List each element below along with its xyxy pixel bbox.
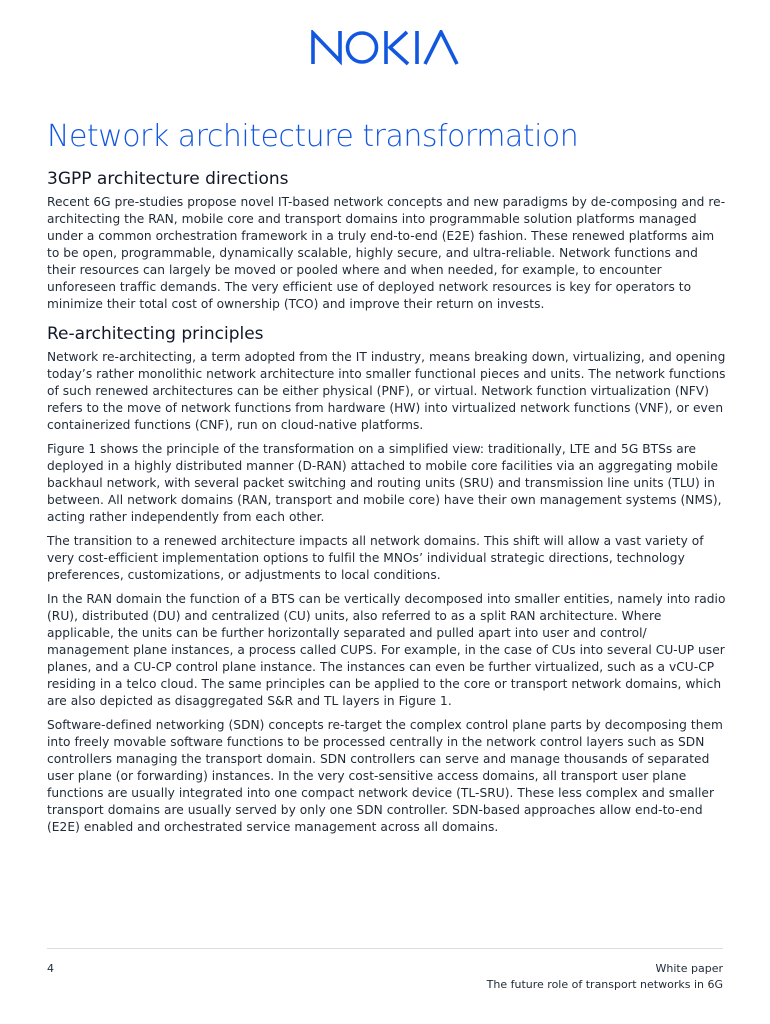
paragraph: Recent 6G pre-studies propose novel IT-based network concepts and new paradigms by de-composing and re-architecting the RAN, mobile core and transport domains into programmable solution platforms managed under a common orchestration framework in a truly end-to-end (E2E) fashion. These renewed platforms aim to be open, programmable, dynamically scalable, highly secure, and ultra-reliable. Network functions and their resources can largely be moved or pooled where and when needed, for example, to encounter unforeseen traffic demands. The very efficient use of deployed network resources is key for operators to minimize their total cost of ownership (TCO) and improve their return on invests.: [47, 195, 726, 311]
page-title: Network architecture transformation: [47, 119, 579, 154]
nokia-logo: [0, 30, 770, 70]
page-number: 4: [47, 962, 54, 975]
footer-doc-type: White paper: [655, 962, 723, 975]
footer-doc-title: The future role of transport networks in 6G: [486, 978, 723, 991]
paragraph: Network re-architecting, a term adopted from the IT industry, means breaking down, virtualizing, and opening today’s rather monolithic network architecture into smaller functional pieces and units. The network functions of such renewed architectures can be either physical (PNF), or virtual. Network function virtualization (NFV) refers to the move of network functions from hardware (HW) into virtualized network functions (VNF), or even containerized functions (CNF), run on cloud-native platforms.: [47, 350, 726, 432]
paragraph: The transition to a renewed architecture impacts all network domains. This shift will allow a vast variety of very cost-efficient implementation options to fulfil the MNOs’ individual strategic directions, technology preferences, customizations, or adjustments to local conditions.: [47, 534, 704, 582]
paragraph: Software-defined networking (SDN) concepts re-target the complex control plane parts by decomposing them into freely movable software functions to be processed centrally in the network control layers such as SDN controllers managing the transport domain. SDN controllers can serve and manage thousands of separated user plane (or forwarding) instances. In the very cost-sensitive access domains, all transport user plane functions are usually integrated into one compact network device (TL-SRU). These less complex and smaller transport domains are usually served by only one SDN controller. SDN-based approaches allow end-to-end (E2E) enabled and orchestrated service management across all domains.: [47, 718, 723, 834]
footer-divider: [47, 948, 723, 949]
paragraph: In the RAN domain the function of a BTS can be vertically decomposed into smaller entities, namely into radio (RU), distributed (DU) and centralized (CU) units, also referred to as a split RAN architecture. Where applicable, the units can be further horizontally separated and pulled apart into user and control/ management plane instances, a process called CUPS. For example, in the case of CUs into several CU-UP user planes, and a CU-CP control plane instance. The instances can even be further virtualized, such as a vCU-CP residing in a telco cloud. The same principles can be applied to the core or transport network domains, which are also depicted as disaggregated S&R and TL layers in Figure 1.: [47, 592, 726, 708]
nokia-logo-icon: [310, 30, 460, 66]
footer-doc-info: [487, 961, 723, 993]
main-content: [47, 118, 727, 843]
paragraph: Figure 1 shows the principle of the transformation on a simplified view: traditionally, LTE and 5G BTSs are deployed in a highly distributed manner (D-RAN) attached to mobile core facilities via an aggregating mobile backhaul network, with several packet switching and routing units (SRU) and transmission line units (TLU) in between. All network domains (RAN, transport and mobile core) have their own management systems (NMS), acting rather independently from each other.: [47, 442, 722, 524]
section-heading-rearchitecting: Re-architecting principles: [47, 324, 264, 344]
section-heading-3gpp: 3GPP architecture directions: [47, 169, 289, 189]
